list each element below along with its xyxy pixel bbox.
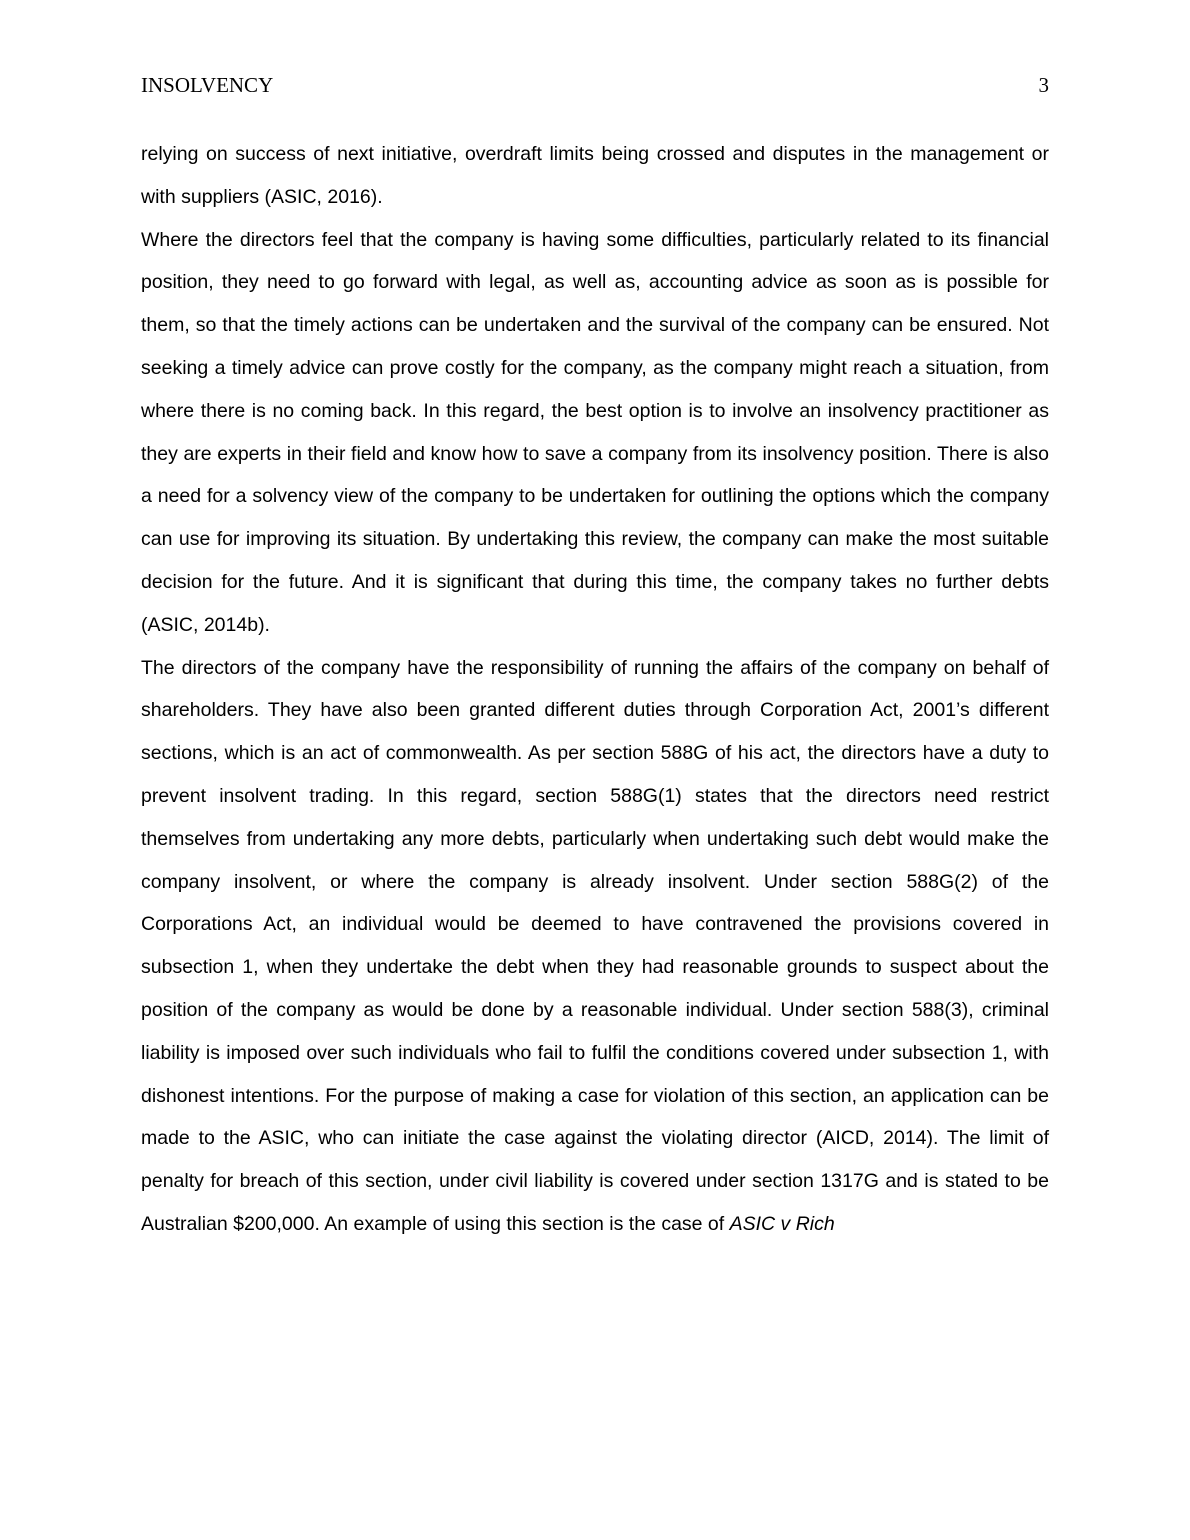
running-title: INSOLVENCY [141,73,274,97]
case-name: ASIC v Rich [729,1212,835,1235]
paragraph-1 [141,133,1049,219]
paragraph-text: The directors of the company have the responsibility of running the affairs of the company on behalf of shareholders. They have also been granted different duties through Corporation Act, 2001’s different sections, which is an act of commonwealth. As per section 588G of his act, the directors have a duty to prevent insolvent trading. In this regard, section 588G(1) states that the directors need restrict themselves from undertaking any more debts, particularly when undertaking such debt would make the company insolvent, or where the company is already insolvent. Under section 588G(2) of the Corporations Act, an individual would be deemed to have contravened the provisions covered in subsection 1, when they undertake the debt when they had reasonable grounds to suspect about the position of the company as would be done by a reasonable individual. Under section 588(3), criminal liability is imposed over such individuals who fail to fulfil the conditions covered under subsection 1, with dishonest intentions. For the purpose of making a case for violation of this section, an application can be made to the ASIC, who can initiate the case against the violating director (AICD, 2014). The limit of penalty for breach of this section, under civil liability is covered under section 1317G and is stated to be Australian $200,000. An example of using this section is the case of [141,656,1049,1235]
page-header [141,70,1049,100]
page-number: 3 [1038,73,1049,97]
paragraph-2 [141,219,1049,647]
paragraph-text: Where the directors feel that the company is having some difficulties, particularly related to its financial position, they need to go forward with legal, as well as, accounting advice as soon as is possible for them, so that the timely actions can be undertaken and the survival of the company can be ensured. Not seeking a timely advice can prove costly for the company, as the company might reach a situation, from where there is no coming back. In this regard, the best option is to involve an insolvency practitioner as they are experts in their field and know how to save a company from its insolvency position. There is also a need for a solvency view of the company to be undertaken for outlining the options which the company can use for improving its situation. By undertaking this review, the company can make the most suitable decision for the future. And it is significant that during this time, the company takes no further debts (ASIC, 2014b). [141,228,1049,636]
paragraph-text: relying on success of next initiative, overdraft limits being crossed and disputes in the management or with suppliers (ASIC, 2016). [141,143,1049,208]
body-text [141,133,1049,1246]
paragraph-3 [141,647,1049,1246]
